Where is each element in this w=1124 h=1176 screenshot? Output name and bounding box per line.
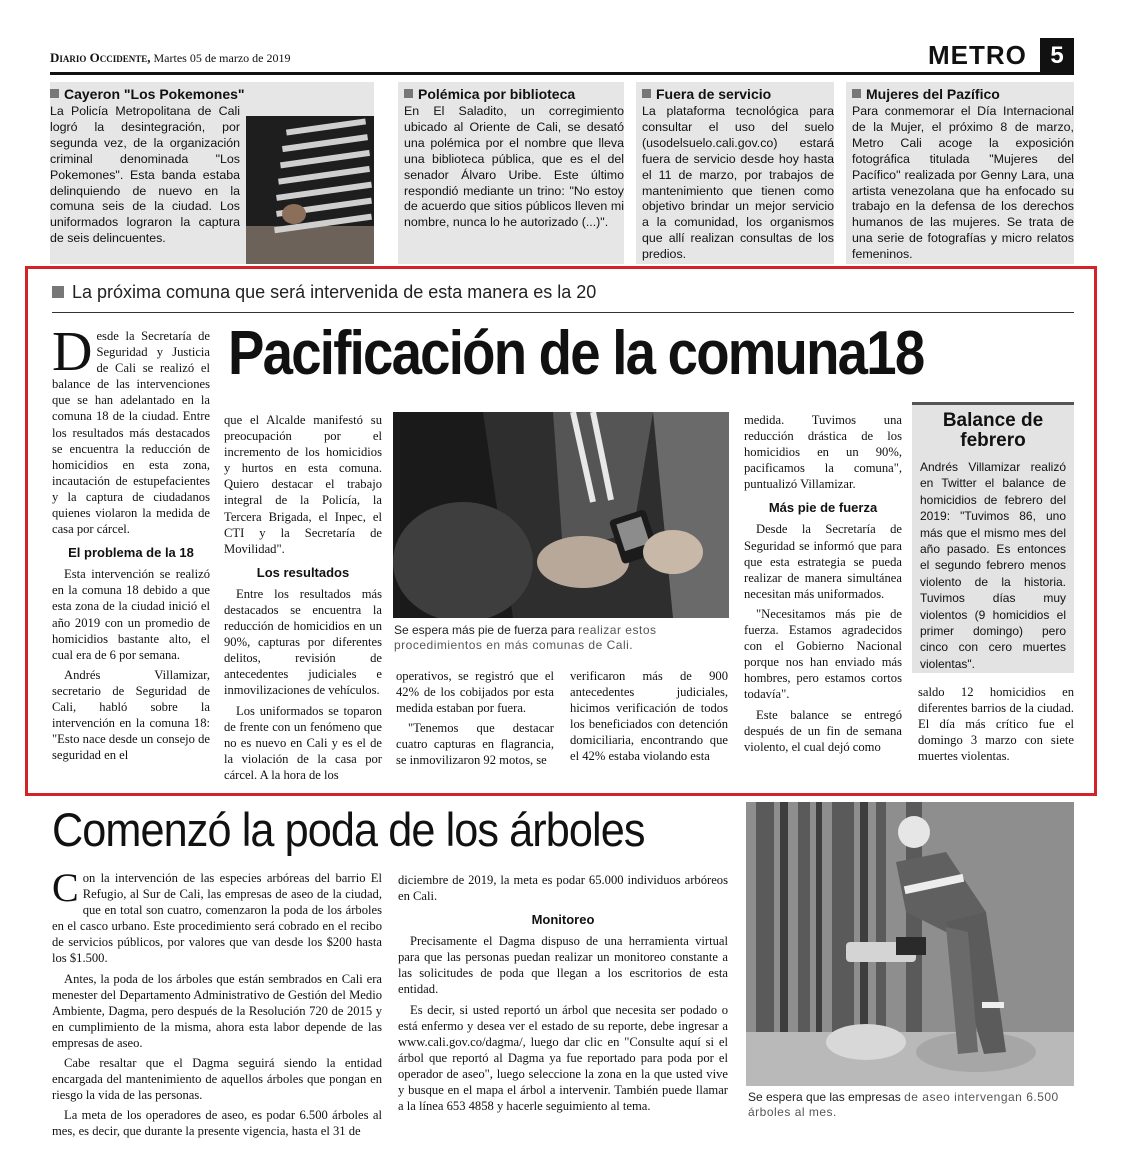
page-number: 5 (1040, 38, 1074, 74)
sidebar-body: Andrés Villamizar realizó en Twitter el balance de homicidios de febrero del 2019: "Tuvimos 86, uno más que el mismo mes del año pasado. Es entonces el segundo febrero menos violento de la historia. Tuvimos días muy violentos (9 homicidios el primer domingo) pero cinco con cero muertes violentas". (920, 460, 1066, 671)
brief-title: Polémica por biblioteca (418, 86, 576, 102)
article2-caption: Se espera que las empresas de aseo intervengan 6.500 árboles al mes. (748, 1090, 1059, 1119)
issue-date: Martes 05 de marzo de 2019 (153, 51, 291, 65)
brief-servicio (636, 82, 834, 264)
drop-cap: D (52, 321, 93, 383)
brief-body: Para conmemorar el Día Internacional de la Mujer, el próximo 8 de marzo, Metro Cali acoge la exposición fotográfica titulada "Mujeres del Pacífico" realizada por Genny Lara, una artista venezolana que ha enfocado su trabajo en la defensa de los derechos humanos de las mujeres. Se trata de una serie de fotografías y micro relatos femeninos. (852, 104, 1074, 262)
brief-title: Cayeron "Los Pokemones" (64, 86, 245, 102)
article1-photo (393, 412, 729, 618)
brief-biblioteca (398, 82, 624, 264)
brief-pokemones (50, 82, 374, 264)
article1-column-4: verificaron más de 900 antecedentes judiciales, hicimos verificación de todos los beneficiados con detención domiciliaria, encontrando que el 42% estaba violando esta (570, 669, 728, 764)
kicker-rule (52, 312, 1074, 313)
brief-mujeres (846, 82, 1074, 264)
newspaper-name: Diario Occidente, (50, 50, 151, 65)
sidebar-title: Balance de febrero (942, 410, 1044, 451)
subhead: El problema de la 18 (68, 545, 194, 561)
article1-column-6: saldo 12 homicidios en diferentes barrios de la ciudad. El día más crítico fue el domingo 3 marzo con siete muertes violentas. (918, 685, 1074, 764)
masthead (50, 50, 290, 66)
article2-photo (746, 802, 1074, 1086)
brief-title: Mujeres del Pazífico (866, 86, 1000, 102)
article1-column-1: Desde la Secretaría de Seguridad y Justicia de Cali se realizó el balance de las intervenciones que se han adelantado en la comuna 18 de la ciudad. Entre los resultados más destacados se encuentra la reducción de homicidios en esta zona, incautación de estupefacientes y la captura de ciudadanos quienes violaron la medida de casa por cárcel. El problema de la 18 Esta intervención se realizó en la comuna 18 debido a que esta zona de la ciudad inició el año 2019 con un promedio de homicidios bastante alto, el cual era de 6 por semana. Andrés Villamizar, secretario de Seguridad de Cali, habló sobre la intervención en la comuna 18: "Esto nace desde un consejo de seguridad en el (52, 321, 210, 763)
striped-shirt-photo (246, 116, 374, 264)
article1-column-5: medida. Tuvimos una reducción drástica de los homicidios en un 90%, pacificamos la comuna", puntualizó Villamizar. Más pie de fuerza Desde la Secretaría de Seguridad se informó que para que esta estrategia se pueda realizar de manera simultánea necesitan más uniformados. "Necesitamos más pie de fuerza. Estamos agradecidos con el Gobierno Nacional porque nos han enviado más hombres, pero estamos cortos todavía". Este balance se entregó después de un fin de semana violento, el cual dejó como (744, 413, 902, 754)
brief-title: Fuera de servicio (656, 86, 772, 102)
drop-cap: C (52, 865, 79, 910)
article1-caption: Se espera más pie de fuerza para realizar estos procedimientos en más comunas de Cali. (394, 623, 657, 652)
subhead: Los resultados (256, 564, 350, 580)
bullet-square-icon (404, 89, 413, 98)
bullet-square-icon (50, 89, 59, 98)
tree-pruning-photo (746, 802, 1074, 1086)
police-phone-photo (393, 412, 729, 618)
subhead: Más pie de fuerza (768, 500, 878, 516)
article2-column-2: diciembre de 2019, la meta es podar 65.000 individuos arbóreos en Cali. Monitoreo Precisamente el Dagma dispuso de una herramienta virtual para que las personas puedan realizar un monitoreo constante a las solicitudes de poda que llegan a los escritorios de esta entidad. Es decir, si usted reportó un árbol que necesita ser podado o está enfermo y desea ver el estado de su reporte, debe ingresar a www.cali.gov.co/dagma/, luego dar clic en "Consulte aquí si el árbol que reportó al Dagma ya fue reportado para poda por el operador de aseo", luego seleccione la zona en la que usted vive y busque en el mapa el árbol a intervenir. También puede llamar a la línea 653 4858 y hacerle seguimiento al tema. (398, 873, 728, 1114)
article-headline: Pacificación de la comuna18 (228, 319, 924, 388)
article2-column-1: Con la intervención de las especies arbóreas del barrio El Refugio, al Sur de Cali, las empresas de aseo de la ciudad, que en total son cuatro, comenzaron la poda de los árboles en el casco urbano. Este procedimiento será cobrado en el recibo de servicios públicos, por valores que van desde los $200 hasta los $1.500. Antes, la poda de los árboles que están sembrados en Cali era menester del Departamento Administrativo de Gestión del Medio Ambiente, Dagma, pero después de la Resolución 720 de 2015 y en cumplimiento de la misma, ahora esta labor depende de las empresas de aseo. Cabe resaltar que el Dagma seguirá siendo la entidad encargada del mantenimiento de aquellos árboles que pongan en riesgo la vida de las personas. La meta de los operadores de aseo, es podar 6.500 árboles al mes, es decir, que durante la presente vigencia, hasta el 31 de (52, 865, 382, 1139)
article1-column-2: que el Alcalde manifestó su preocupación por el incremento de los homicidios y hurtos en esta comuna. Quiero destacar el trabajo integral de la Policía, la Tercera Brigada, el Inpec, el CTI y la Secretaría de Movilidad". Los resultados Entre los resultados más destacados se encuentra la reducción de homicidios en un 90%, capturas por diferentes delitos, revisión de antecedentes judiciales e inmovilizaciones de vehículos. Los uniformados se toparon de frente con un fenómeno que no es nuevo en Cali y es el de la violación de la casa por cárcel. A la hora de los (224, 413, 382, 782)
bullet-square-icon (52, 286, 64, 298)
bullet-square-icon (852, 89, 861, 98)
brief-body: En El Saladito, un corregimiento ubicado al Oriente de Cali, se desató una polémica por el nombre que lleva una biblioteca pública, que es el del senador Álvaro Uribe. Este último respondió mediante un trino: "No estoy de acuerdo que sitios públicos lleven mi nombre, nunca lo he autorizado (...)". (404, 104, 624, 230)
brief-photo-pokemones (246, 116, 374, 264)
brief-body: La plataforma tecnológica para consultar el uso del suelo (usodelsuelo.cali.gov.co) estará fuera de servicio desde hoy hasta el 11 de marzo, por trabajos de mantenimiento que tienen como objetivo brindar un mejor servicio a la comunidad, los organismos que allí realizan consultas de los predios. (642, 104, 834, 262)
article2-headline: Comenzó la poda de los árboles (52, 803, 645, 856)
article-kicker: La próxima comuna que será intervenida de esta manera es la 20 (52, 282, 596, 303)
article1-column-3: operativos, se registró que el 42% de los cobijados por esta medida estaban por fuera. "Tenemos que destacar cuatro capturas en flagrancia, se inmovilizaron 92 motos, se (396, 669, 554, 768)
sidebar-box (912, 402, 1074, 673)
brief-body: La Policía Metropolitana de Cali logró la desintegración, por segunda vez, de la organización criminal denominada "Los Pokemones". Esta banda estaba delinquiendo de nuevo en la comuna seis de la ciudad. Los uniformados lograron la captura de seis delincuentes. (50, 104, 240, 246)
subhead: Monitoreo (531, 912, 595, 928)
section-title: METRO (928, 40, 1027, 70)
bullet-square-icon (642, 89, 651, 98)
masthead-rule (50, 72, 1074, 75)
